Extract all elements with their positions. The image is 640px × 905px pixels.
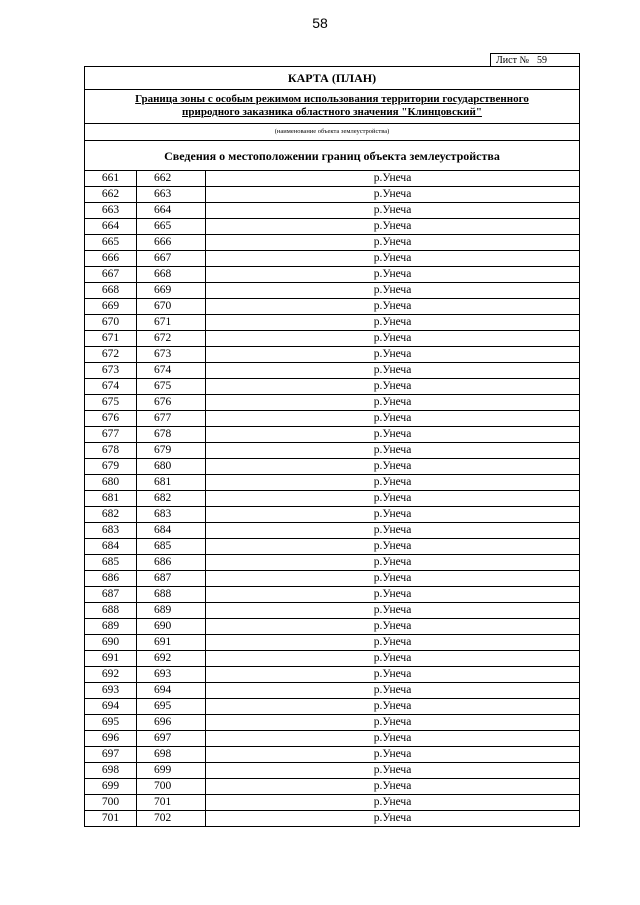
point-to-cell: 691 xyxy=(137,635,206,651)
point-from-cell: 694 xyxy=(85,699,137,715)
point-to-cell: 666 xyxy=(137,235,206,251)
point-from-cell: 670 xyxy=(85,315,137,331)
point-to-cell: 698 xyxy=(137,747,206,763)
point-from-cell: 687 xyxy=(85,587,137,603)
boundary-description-cell: р.Унеча xyxy=(206,667,580,683)
table-row xyxy=(85,651,579,667)
point-to-cell: 694 xyxy=(137,683,206,699)
object-caption: (наименование объекта землеустройства) xyxy=(85,124,579,141)
boundary-description-cell: р.Унеча xyxy=(206,651,580,667)
point-to-cell: 683 xyxy=(137,507,206,523)
point-to-cell: 677 xyxy=(137,411,206,427)
point-from-cell: 662 xyxy=(85,187,137,203)
map-title: КАРТА (ПЛАН) xyxy=(85,67,579,90)
boundary-description-cell: р.Унеча xyxy=(206,699,580,715)
sheet-label: Лист № xyxy=(496,55,529,66)
boundary-description-cell: р.Унеча xyxy=(206,379,580,395)
point-to-cell: 688 xyxy=(137,587,206,603)
table-row xyxy=(85,619,579,635)
point-to-cell: 662 xyxy=(137,171,206,187)
point-to-cell: 690 xyxy=(137,619,206,635)
boundary-description-cell: р.Унеча xyxy=(206,395,580,411)
boundary-description-cell: р.Унеча xyxy=(206,411,580,427)
point-to-cell: 697 xyxy=(137,731,206,747)
point-from-cell: 701 xyxy=(85,811,137,827)
table-row xyxy=(85,411,579,427)
point-to-cell: 671 xyxy=(137,315,206,331)
point-from-cell: 685 xyxy=(85,555,137,571)
point-from-cell: 689 xyxy=(85,619,137,635)
point-to-cell: 684 xyxy=(137,523,206,539)
table-row xyxy=(85,443,579,459)
point-to-cell: 701 xyxy=(137,795,206,811)
boundary-description-cell: р.Унеча xyxy=(206,315,580,331)
table-row xyxy=(85,587,579,603)
table-row xyxy=(85,315,579,331)
table-row xyxy=(85,731,579,747)
point-from-cell: 692 xyxy=(85,667,137,683)
point-to-cell: 674 xyxy=(137,363,206,379)
table-row xyxy=(85,763,579,779)
table-row xyxy=(85,395,579,411)
object-name-line-1: Граница зоны с особым режимом использования территории государственного xyxy=(135,93,529,105)
point-from-cell: 695 xyxy=(85,715,137,731)
boundary-description-cell: р.Унеча xyxy=(206,731,580,747)
point-from-cell: 665 xyxy=(85,235,137,251)
boundary-description-cell: р.Унеча xyxy=(206,619,580,635)
boundary-description-cell: р.Унеча xyxy=(206,555,580,571)
table-row xyxy=(85,251,579,267)
table-row xyxy=(85,715,579,731)
point-from-cell: 679 xyxy=(85,459,137,475)
point-to-cell: 670 xyxy=(137,299,206,315)
point-to-cell: 693 xyxy=(137,667,206,683)
point-from-cell: 693 xyxy=(85,683,137,699)
table-row xyxy=(85,523,579,539)
table-row xyxy=(85,235,579,251)
point-to-cell: 680 xyxy=(137,459,206,475)
boundary-description-cell: р.Унеча xyxy=(206,635,580,651)
boundary-description-cell: р.Унеча xyxy=(206,171,580,187)
sheet-number-box xyxy=(490,53,580,66)
table-row xyxy=(85,203,579,219)
point-from-cell: 678 xyxy=(85,443,137,459)
boundary-description-cell: р.Унеча xyxy=(206,523,580,539)
table-row xyxy=(85,555,579,571)
point-to-cell: 675 xyxy=(137,379,206,395)
point-to-cell: 672 xyxy=(137,331,206,347)
boundary-description-cell: р.Унеча xyxy=(206,763,580,779)
point-to-cell: 696 xyxy=(137,715,206,731)
table-row xyxy=(85,683,579,699)
boundary-description-cell: р.Унеча xyxy=(206,363,580,379)
point-from-cell: 664 xyxy=(85,219,137,235)
page-number: 58 xyxy=(312,15,328,31)
table-row xyxy=(85,331,579,347)
boundary-description-cell: р.Унеча xyxy=(206,187,580,203)
boundary-description-cell: р.Унеча xyxy=(206,427,580,443)
point-from-cell: 697 xyxy=(85,747,137,763)
table-row xyxy=(85,507,579,523)
boundary-description-cell: р.Унеча xyxy=(206,795,580,811)
table-row xyxy=(85,283,579,299)
point-from-cell: 690 xyxy=(85,635,137,651)
boundary-description-cell: р.Унеча xyxy=(206,203,580,219)
point-from-cell: 699 xyxy=(85,779,137,795)
point-to-cell: 669 xyxy=(137,283,206,299)
point-from-cell: 672 xyxy=(85,347,137,363)
table-row xyxy=(85,603,579,619)
table-row xyxy=(85,363,579,379)
boundary-description-cell: р.Унеча xyxy=(206,715,580,731)
point-to-cell: 665 xyxy=(137,219,206,235)
table-row xyxy=(85,427,579,443)
table-row xyxy=(85,667,579,683)
table-row xyxy=(85,171,579,187)
table-row xyxy=(85,491,579,507)
boundary-description-cell: р.Унеча xyxy=(206,747,580,763)
point-from-cell: 680 xyxy=(85,475,137,491)
point-to-cell: 702 xyxy=(137,811,206,827)
point-from-cell: 684 xyxy=(85,539,137,555)
point-to-cell: 695 xyxy=(137,699,206,715)
table-row xyxy=(85,347,579,363)
point-to-cell: 679 xyxy=(137,443,206,459)
boundary-description-cell: р.Унеча xyxy=(206,267,580,283)
boundary-description-cell: р.Унеча xyxy=(206,779,580,795)
point-from-cell: 673 xyxy=(85,363,137,379)
point-from-cell: 698 xyxy=(85,763,137,779)
boundary-description-cell: р.Унеча xyxy=(206,283,580,299)
point-to-cell: 687 xyxy=(137,571,206,587)
point-to-cell: 682 xyxy=(137,491,206,507)
point-to-cell: 689 xyxy=(137,603,206,619)
point-from-cell: 683 xyxy=(85,523,137,539)
point-to-cell: 685 xyxy=(137,539,206,555)
boundary-description-cell: р.Унеча xyxy=(206,219,580,235)
table-row xyxy=(85,747,579,763)
boundary-description-cell: р.Унеча xyxy=(206,299,580,315)
table-row xyxy=(85,635,579,651)
point-from-cell: 688 xyxy=(85,603,137,619)
point-to-cell: 678 xyxy=(137,427,206,443)
point-to-cell: 700 xyxy=(137,779,206,795)
boundary-description-cell: р.Унеча xyxy=(206,331,580,347)
map-plan-frame xyxy=(84,66,580,827)
section-heading: Сведения о местоположении границ объекта землеустройства xyxy=(85,141,579,171)
table-row xyxy=(85,459,579,475)
point-to-cell: 668 xyxy=(137,267,206,283)
table-row xyxy=(85,187,579,203)
boundary-table xyxy=(85,171,579,826)
point-to-cell: 681 xyxy=(137,475,206,491)
boundary-description-cell: р.Унеча xyxy=(206,491,580,507)
boundary-description-cell: р.Унеча xyxy=(206,459,580,475)
boundary-description-cell: р.Унеча xyxy=(206,539,580,555)
table-row xyxy=(85,571,579,587)
boundary-description-cell: р.Унеча xyxy=(206,235,580,251)
point-to-cell: 699 xyxy=(137,763,206,779)
point-to-cell: 673 xyxy=(137,347,206,363)
table-row xyxy=(85,811,579,827)
point-from-cell: 661 xyxy=(85,171,137,187)
boundary-description-cell: р.Унеча xyxy=(206,507,580,523)
point-to-cell: 676 xyxy=(137,395,206,411)
point-from-cell: 666 xyxy=(85,251,137,267)
point-from-cell: 686 xyxy=(85,571,137,587)
point-from-cell: 691 xyxy=(85,651,137,667)
point-from-cell: 669 xyxy=(85,299,137,315)
point-to-cell: 686 xyxy=(137,555,206,571)
table-row xyxy=(85,267,579,283)
point-from-cell: 675 xyxy=(85,395,137,411)
table-row xyxy=(85,219,579,235)
point-from-cell: 677 xyxy=(85,427,137,443)
point-from-cell: 696 xyxy=(85,731,137,747)
point-to-cell: 692 xyxy=(137,651,206,667)
point-from-cell: 674 xyxy=(85,379,137,395)
sheet-number: 59 xyxy=(531,56,553,67)
point-from-cell: 700 xyxy=(85,795,137,811)
boundary-description-cell: р.Унеча xyxy=(206,811,580,827)
boundary-table-body xyxy=(85,171,579,826)
point-to-cell: 663 xyxy=(137,187,206,203)
boundary-description-cell: р.Унеча xyxy=(206,603,580,619)
point-from-cell: 682 xyxy=(85,507,137,523)
point-to-cell: 667 xyxy=(137,251,206,267)
point-from-cell: 681 xyxy=(85,491,137,507)
table-row xyxy=(85,795,579,811)
table-row xyxy=(85,699,579,715)
point-from-cell: 676 xyxy=(85,411,137,427)
table-row xyxy=(85,539,579,555)
boundary-description-cell: р.Унеча xyxy=(206,571,580,587)
point-to-cell: 664 xyxy=(137,203,206,219)
boundary-description-cell: р.Унеча xyxy=(206,683,580,699)
object-name-line-2: природного заказника областного значения "Клинцовский" xyxy=(182,106,482,118)
point-from-cell: 663 xyxy=(85,203,137,219)
boundary-description-cell: р.Унеча xyxy=(206,587,580,603)
table-row xyxy=(85,379,579,395)
point-from-cell: 671 xyxy=(85,331,137,347)
boundary-description-cell: р.Унеча xyxy=(206,475,580,491)
boundary-description-cell: р.Унеча xyxy=(206,251,580,267)
object-name xyxy=(85,90,579,124)
point-from-cell: 668 xyxy=(85,283,137,299)
table-row xyxy=(85,299,579,315)
table-row xyxy=(85,779,579,795)
table-row xyxy=(85,475,579,491)
boundary-description-cell: р.Унеча xyxy=(206,443,580,459)
boundary-description-cell: р.Унеча xyxy=(206,347,580,363)
point-from-cell: 667 xyxy=(85,267,137,283)
